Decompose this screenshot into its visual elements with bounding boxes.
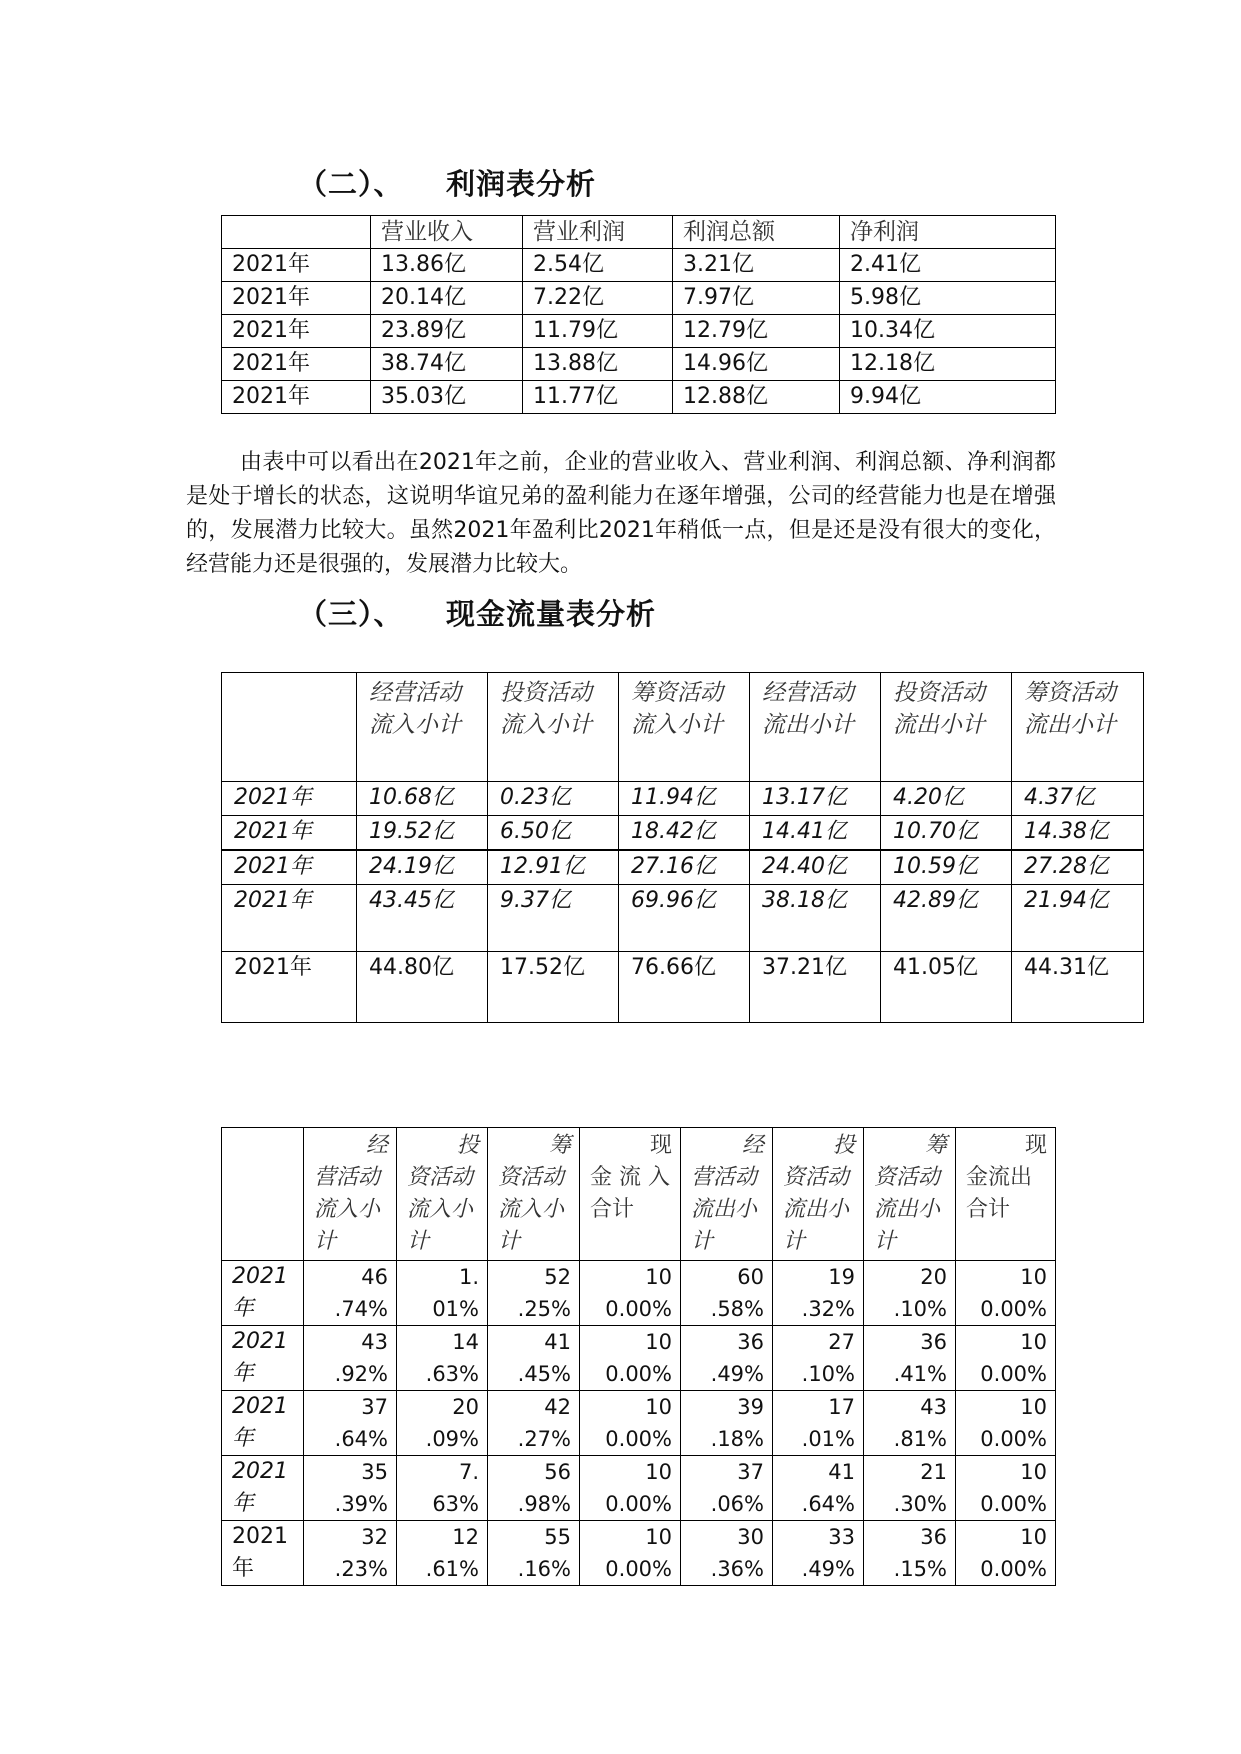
percent-line: 36: [737, 1330, 764, 1354]
percent-line: .01%: [801, 1427, 855, 1451]
header-cell: [864, 1128, 956, 1261]
year-cell: 2021年: [222, 850, 357, 885]
table-row: [222, 1326, 1056, 1391]
value-cell: 5.98亿: [840, 282, 1056, 315]
percent-cell: [580, 1456, 681, 1521]
value-cell: 12.91亿: [488, 850, 619, 885]
percent-cell: [864, 1261, 956, 1326]
percent-cell: [864, 1391, 956, 1456]
header-line: 流入小: [407, 1197, 474, 1222]
year-cell: [222, 1391, 304, 1456]
percent-line: .92%: [334, 1362, 388, 1386]
value-cell: 0.23亿: [488, 782, 619, 816]
percent-line: .36%: [710, 1557, 764, 1581]
header-line: 经: [365, 1133, 388, 1158]
value-cell: 24.40亿: [750, 850, 881, 885]
header-cell: [1012, 673, 1144, 782]
percent-cell: [956, 1391, 1056, 1456]
percent-cell: [681, 1456, 773, 1521]
cashflow-table: [221, 672, 1144, 1023]
header-line: 筹: [548, 1133, 571, 1158]
year-cell: [222, 1456, 304, 1521]
header-cell: [681, 1128, 773, 1261]
percent-line: 36: [920, 1525, 947, 1549]
percent-line: .58%: [710, 1297, 764, 1321]
percent-cell: [773, 1456, 864, 1521]
percent-line: .32%: [801, 1297, 855, 1321]
header-line: 流出小: [691, 1197, 758, 1222]
percent-line: 41: [544, 1330, 571, 1354]
percent-line: 01%: [432, 1297, 479, 1321]
percent-cell: [488, 1261, 580, 1326]
percent-line: 37: [737, 1460, 764, 1484]
profit-table: [221, 215, 1056, 414]
percent-line: .27%: [517, 1427, 571, 1451]
header-line: 筹资活动: [631, 680, 723, 706]
year-line: 年: [232, 1491, 255, 1516]
percent-line: 60: [737, 1265, 764, 1289]
percent-line: 42: [544, 1395, 571, 1419]
percent-line: 37: [361, 1395, 388, 1419]
header-line: 流出小: [783, 1197, 850, 1222]
value-cell: 44.31亿: [1012, 952, 1144, 1023]
percent-line: 63%: [432, 1492, 479, 1516]
percent-cell: [397, 1521, 488, 1586]
value-cell: 69.96亿: [619, 885, 750, 952]
percent-cell: [864, 1326, 956, 1391]
value-cell: 43.45亿: [357, 885, 488, 952]
table-row: [222, 1391, 1056, 1456]
value-cell: 3.21亿: [673, 249, 840, 282]
value-cell: 12.88亿: [673, 381, 840, 414]
percent-line: .74%: [334, 1297, 388, 1321]
value-cell: 13.17亿: [750, 782, 881, 816]
value-cell: 4.20亿: [881, 782, 1012, 816]
percent-cell: [488, 1326, 580, 1391]
percent-cell: [956, 1261, 1056, 1326]
percent-cell: [397, 1391, 488, 1456]
header-line: 资活动: [498, 1165, 565, 1190]
value-cell: 9.37亿: [488, 885, 619, 952]
value-cell: 24.19亿: [357, 850, 488, 885]
table-row: [222, 952, 1144, 1023]
percent-line: 46: [361, 1265, 388, 1289]
value-cell: 38.18亿: [750, 885, 881, 952]
percent-cell: [681, 1261, 773, 1326]
year-line: 年: [232, 1361, 255, 1386]
header-line: 筹资活动: [1024, 680, 1116, 706]
year-line: 年: [232, 1296, 255, 1321]
header-line: 流入小计: [631, 712, 723, 738]
percent-line: 35: [361, 1460, 388, 1484]
header-cell: [773, 1128, 864, 1261]
percent-line: 10: [645, 1460, 672, 1484]
header-cell: [397, 1128, 488, 1261]
header-line: 流入小计: [369, 712, 461, 738]
percent-line: 43: [361, 1330, 388, 1354]
header-line: 现: [1024, 1133, 1047, 1158]
year-cell: [222, 1261, 304, 1326]
table-header-row: [222, 673, 1144, 782]
year-cell: 2021年: [222, 952, 357, 1023]
value-cell: 20.14亿: [371, 282, 523, 315]
percent-line: 55: [544, 1525, 571, 1549]
header-line: 营活动: [691, 1165, 758, 1190]
percent-line: 0.00%: [980, 1297, 1047, 1321]
value-cell: 18.42亿: [619, 816, 750, 851]
year-line: 年: [232, 1556, 255, 1581]
section-heading-profit: [298, 162, 596, 203]
value-cell: 27.28亿: [1012, 850, 1144, 885]
value-cell: 23.89亿: [371, 315, 523, 348]
percent-line: .16%: [517, 1557, 571, 1581]
value-cell: 2.41亿: [840, 249, 1056, 282]
percent-line: .39%: [334, 1492, 388, 1516]
percent-cell: [864, 1521, 956, 1586]
percent-line: 7.: [458, 1460, 479, 1484]
section-title: 现金流量表分析: [446, 597, 657, 631]
percent-line: 10: [1020, 1395, 1047, 1419]
percent-cell: [580, 1521, 681, 1586]
percent-line: 10: [645, 1265, 672, 1289]
header-cell: 营业收入: [371, 216, 523, 249]
header-line: 计: [691, 1229, 714, 1254]
year-cell: 2021年: [222, 348, 371, 381]
value-cell: 14.96亿: [673, 348, 840, 381]
table-row: [222, 1261, 1056, 1326]
value-cell: 10.34亿: [840, 315, 1056, 348]
value-cell: 12.18亿: [840, 348, 1056, 381]
percent-line: 36: [920, 1330, 947, 1354]
value-cell: 37.21亿: [750, 952, 881, 1023]
percent-line: 0.00%: [980, 1427, 1047, 1451]
table-row: [222, 816, 1144, 851]
percent-line: 56: [544, 1460, 571, 1484]
header-cell: 营业利润: [523, 216, 673, 249]
percent-line: 14: [452, 1330, 479, 1354]
header-line: 计: [407, 1229, 430, 1254]
year-cell: 2021年: [222, 381, 371, 414]
percent-line: 19: [828, 1265, 855, 1289]
header-cell: 净利润: [840, 216, 1056, 249]
percent-cell: [304, 1391, 397, 1456]
value-cell: 41.05亿: [881, 952, 1012, 1023]
value-cell: 35.03亿: [371, 381, 523, 414]
header-line: 现: [649, 1133, 672, 1158]
percent-line: .06%: [710, 1492, 764, 1516]
value-cell: 4.37亿: [1012, 782, 1144, 816]
header-line: 投: [832, 1133, 855, 1158]
percent-line: 0.00%: [980, 1492, 1047, 1516]
table-row: [222, 1456, 1056, 1521]
value-cell: 11.94亿: [619, 782, 750, 816]
year-cell: 2021年: [222, 816, 357, 851]
header-line: 经营活动: [369, 680, 461, 706]
header-line: 计: [874, 1229, 897, 1254]
year-line: 2021: [232, 1264, 288, 1289]
percent-line: .09%: [425, 1427, 479, 1451]
header-line: 流出小计: [893, 712, 985, 738]
table-row: [222, 782, 1144, 816]
paragraph-text: 由表中可以看出在2021年之前，企业的营业收入、营业利润、利润总额、净利润都是处于增长的状态，这说明华谊兄弟的盈利能力在逐年增强，公司的经营能力也是在增强的，发展潜力比较大。虽然2021年盈利比2021年稍低一点，但是还是没有很大的变化，经营能力还是很强的，发展潜力比较大。: [186, 450, 1056, 577]
header-cell: [357, 673, 488, 782]
header-line: 资活动: [874, 1165, 941, 1190]
header-cell: [222, 1128, 304, 1261]
value-cell: 11.79亿: [523, 315, 673, 348]
header-line: 流入小计: [500, 712, 592, 738]
table-row: [222, 381, 1056, 414]
header-line: 资活动: [407, 1165, 474, 1190]
percent-line: .98%: [517, 1492, 571, 1516]
header-line: 流入小: [314, 1197, 381, 1222]
percent-line: .61%: [425, 1557, 479, 1581]
header-cell: [619, 673, 750, 782]
percent-line: 32: [361, 1525, 388, 1549]
percent-line: 17: [828, 1395, 855, 1419]
analysis-paragraph: [186, 446, 1056, 582]
header-line: 计: [314, 1229, 337, 1254]
percent-cell: [397, 1326, 488, 1391]
percent-line: 0.00%: [980, 1557, 1047, 1581]
value-cell: 7.22亿: [523, 282, 673, 315]
header-cell: [222, 216, 371, 249]
percent-cell: [681, 1391, 773, 1456]
percent-line: .81%: [893, 1427, 947, 1451]
percent-cell: [397, 1456, 488, 1521]
percent-line: 1.: [458, 1265, 479, 1289]
year-line: 2021: [232, 1459, 288, 1484]
percent-line: 43: [920, 1395, 947, 1419]
percent-cell: [956, 1456, 1056, 1521]
percent-cell: [488, 1456, 580, 1521]
header-line: 流出小计: [762, 712, 854, 738]
value-cell: 14.38亿: [1012, 816, 1144, 851]
percent-cell: [864, 1456, 956, 1521]
percent-line: 10: [1020, 1525, 1047, 1549]
section-title: 利润表分析: [446, 167, 597, 201]
value-cell: 10.68亿: [357, 782, 488, 816]
percent-line: 10: [645, 1395, 672, 1419]
value-cell: 2.54亿: [523, 249, 673, 282]
percent-line: .15%: [893, 1557, 947, 1581]
year-line: 2021: [232, 1524, 288, 1549]
header-line: 投: [456, 1133, 479, 1158]
value-cell: 13.88亿: [523, 348, 673, 381]
table-row: [222, 850, 1144, 885]
percent-line: 21: [920, 1460, 947, 1484]
percent-cell: [681, 1326, 773, 1391]
table-row: [222, 282, 1056, 315]
value-cell: 14.41亿: [750, 816, 881, 851]
percent-cell: [681, 1521, 773, 1586]
percent-line: 10: [1020, 1460, 1047, 1484]
percent-line: .10%: [801, 1362, 855, 1386]
header-line: 合计: [590, 1197, 635, 1222]
table-header-row: [222, 1128, 1056, 1261]
header-line: 金 流 入: [590, 1165, 670, 1190]
header-line: 流入小: [498, 1197, 565, 1222]
percent-line: 10: [1020, 1330, 1047, 1354]
percent-cell: [397, 1261, 488, 1326]
percent-cell: [304, 1326, 397, 1391]
value-cell: 27.16亿: [619, 850, 750, 885]
percent-line: .64%: [801, 1492, 855, 1516]
header-line: 资活动: [783, 1165, 850, 1190]
table-row: [222, 315, 1056, 348]
header-line: 计: [498, 1229, 521, 1254]
header-line: 流出小: [874, 1197, 941, 1222]
table-row: [222, 1521, 1056, 1586]
year-cell: 2021年: [222, 782, 357, 816]
percent-line: .30%: [893, 1492, 947, 1516]
year-cell: [222, 1326, 304, 1391]
percent-line: 39: [737, 1395, 764, 1419]
section-heading-cashflow: [298, 592, 656, 633]
percent-line: .41%: [893, 1362, 947, 1386]
percent-line: 30: [737, 1525, 764, 1549]
percent-line: 33: [828, 1525, 855, 1549]
value-cell: 21.94亿: [1012, 885, 1144, 952]
value-cell: 7.97亿: [673, 282, 840, 315]
percent-line: 0.00%: [605, 1492, 672, 1516]
percent-cell: [580, 1261, 681, 1326]
value-cell: 11.77亿: [523, 381, 673, 414]
value-cell: 17.52亿: [488, 952, 619, 1023]
header-cell: [488, 1128, 580, 1261]
value-cell: 10.70亿: [881, 816, 1012, 851]
percent-line: .63%: [425, 1362, 479, 1386]
percent-cell: [956, 1521, 1056, 1586]
value-cell: 13.86亿: [371, 249, 523, 282]
percent-line: 0.00%: [605, 1427, 672, 1451]
percent-line: 52: [544, 1265, 571, 1289]
percent-cell: [304, 1261, 397, 1326]
table-header-row: [222, 216, 1056, 249]
section-number: （三）、: [298, 597, 404, 631]
header-cell: [222, 673, 357, 782]
percent-cell: [773, 1326, 864, 1391]
percent-line: .64%: [334, 1427, 388, 1451]
table-row: [222, 348, 1056, 381]
percent-line: .45%: [517, 1362, 571, 1386]
value-cell: 6.50亿: [488, 816, 619, 851]
value-cell: 19.52亿: [357, 816, 488, 851]
percent-cell: [773, 1521, 864, 1586]
value-cell: 42.89亿: [881, 885, 1012, 952]
year-cell: 2021年: [222, 249, 371, 282]
percent-line: 0.00%: [605, 1557, 672, 1581]
value-cell: 12.79亿: [673, 315, 840, 348]
percent-line: 10: [645, 1525, 672, 1549]
percent-cell: [773, 1391, 864, 1456]
header-line: 经营活动: [762, 680, 854, 706]
header-line: 投资活动: [500, 680, 592, 706]
value-cell: 44.80亿: [357, 952, 488, 1023]
value-cell: 10.59亿: [881, 850, 1012, 885]
percent-cell: [488, 1521, 580, 1586]
percent-cell: [304, 1521, 397, 1586]
section-number: （二）、: [298, 167, 404, 201]
header-cell: [580, 1128, 681, 1261]
header-cell: [304, 1128, 397, 1261]
header-line: 营活动: [314, 1165, 381, 1190]
percent-line: .18%: [710, 1427, 764, 1451]
header-line: 流出小计: [1024, 712, 1116, 738]
percent-line: 10: [1020, 1265, 1047, 1289]
header-cell: [881, 673, 1012, 782]
percent-cell: [956, 1326, 1056, 1391]
cashflow-ratio-table: [221, 1127, 1056, 1586]
year-cell: 2021年: [222, 282, 371, 315]
header-line: 筹: [924, 1133, 947, 1158]
header-line: 计: [783, 1229, 806, 1254]
header-line: 金流出: [966, 1165, 1033, 1190]
percent-line: 20: [920, 1265, 947, 1289]
percent-line: 20: [452, 1395, 479, 1419]
value-cell: 9.94亿: [840, 381, 1056, 414]
year-line: 年: [232, 1426, 255, 1451]
year-line: 2021: [232, 1329, 288, 1354]
header-cell: [956, 1128, 1056, 1261]
percent-cell: [773, 1261, 864, 1326]
percent-line: .49%: [801, 1557, 855, 1581]
percent-line: 0.00%: [605, 1362, 672, 1386]
header-line: 投资活动: [893, 680, 985, 706]
percent-line: 0.00%: [980, 1362, 1047, 1386]
percent-line: 12: [452, 1525, 479, 1549]
year-cell: 2021年: [222, 315, 371, 348]
percent-line: 27: [828, 1330, 855, 1354]
year-cell: 2021年: [222, 885, 357, 952]
year-cell: [222, 1521, 304, 1586]
percent-line: .23%: [334, 1557, 388, 1581]
percent-cell: [580, 1391, 681, 1456]
header-cell: [488, 673, 619, 782]
table-row: [222, 249, 1056, 282]
year-line: 2021: [232, 1394, 288, 1419]
header-line: 合计: [966, 1197, 1011, 1222]
percent-cell: [488, 1391, 580, 1456]
header-cell: [750, 673, 881, 782]
table-row: [222, 885, 1144, 952]
percent-cell: [304, 1456, 397, 1521]
percent-cell: [580, 1326, 681, 1391]
percent-line: 41: [828, 1460, 855, 1484]
header-cell: 利润总额: [673, 216, 840, 249]
header-line: 经: [741, 1133, 764, 1158]
percent-line: 0.00%: [605, 1297, 672, 1321]
percent-line: .25%: [517, 1297, 571, 1321]
percent-line: .10%: [893, 1297, 947, 1321]
percent-line: 10: [645, 1330, 672, 1354]
value-cell: 76.66亿: [619, 952, 750, 1023]
value-cell: 38.74亿: [371, 348, 523, 381]
percent-line: .49%: [710, 1362, 764, 1386]
